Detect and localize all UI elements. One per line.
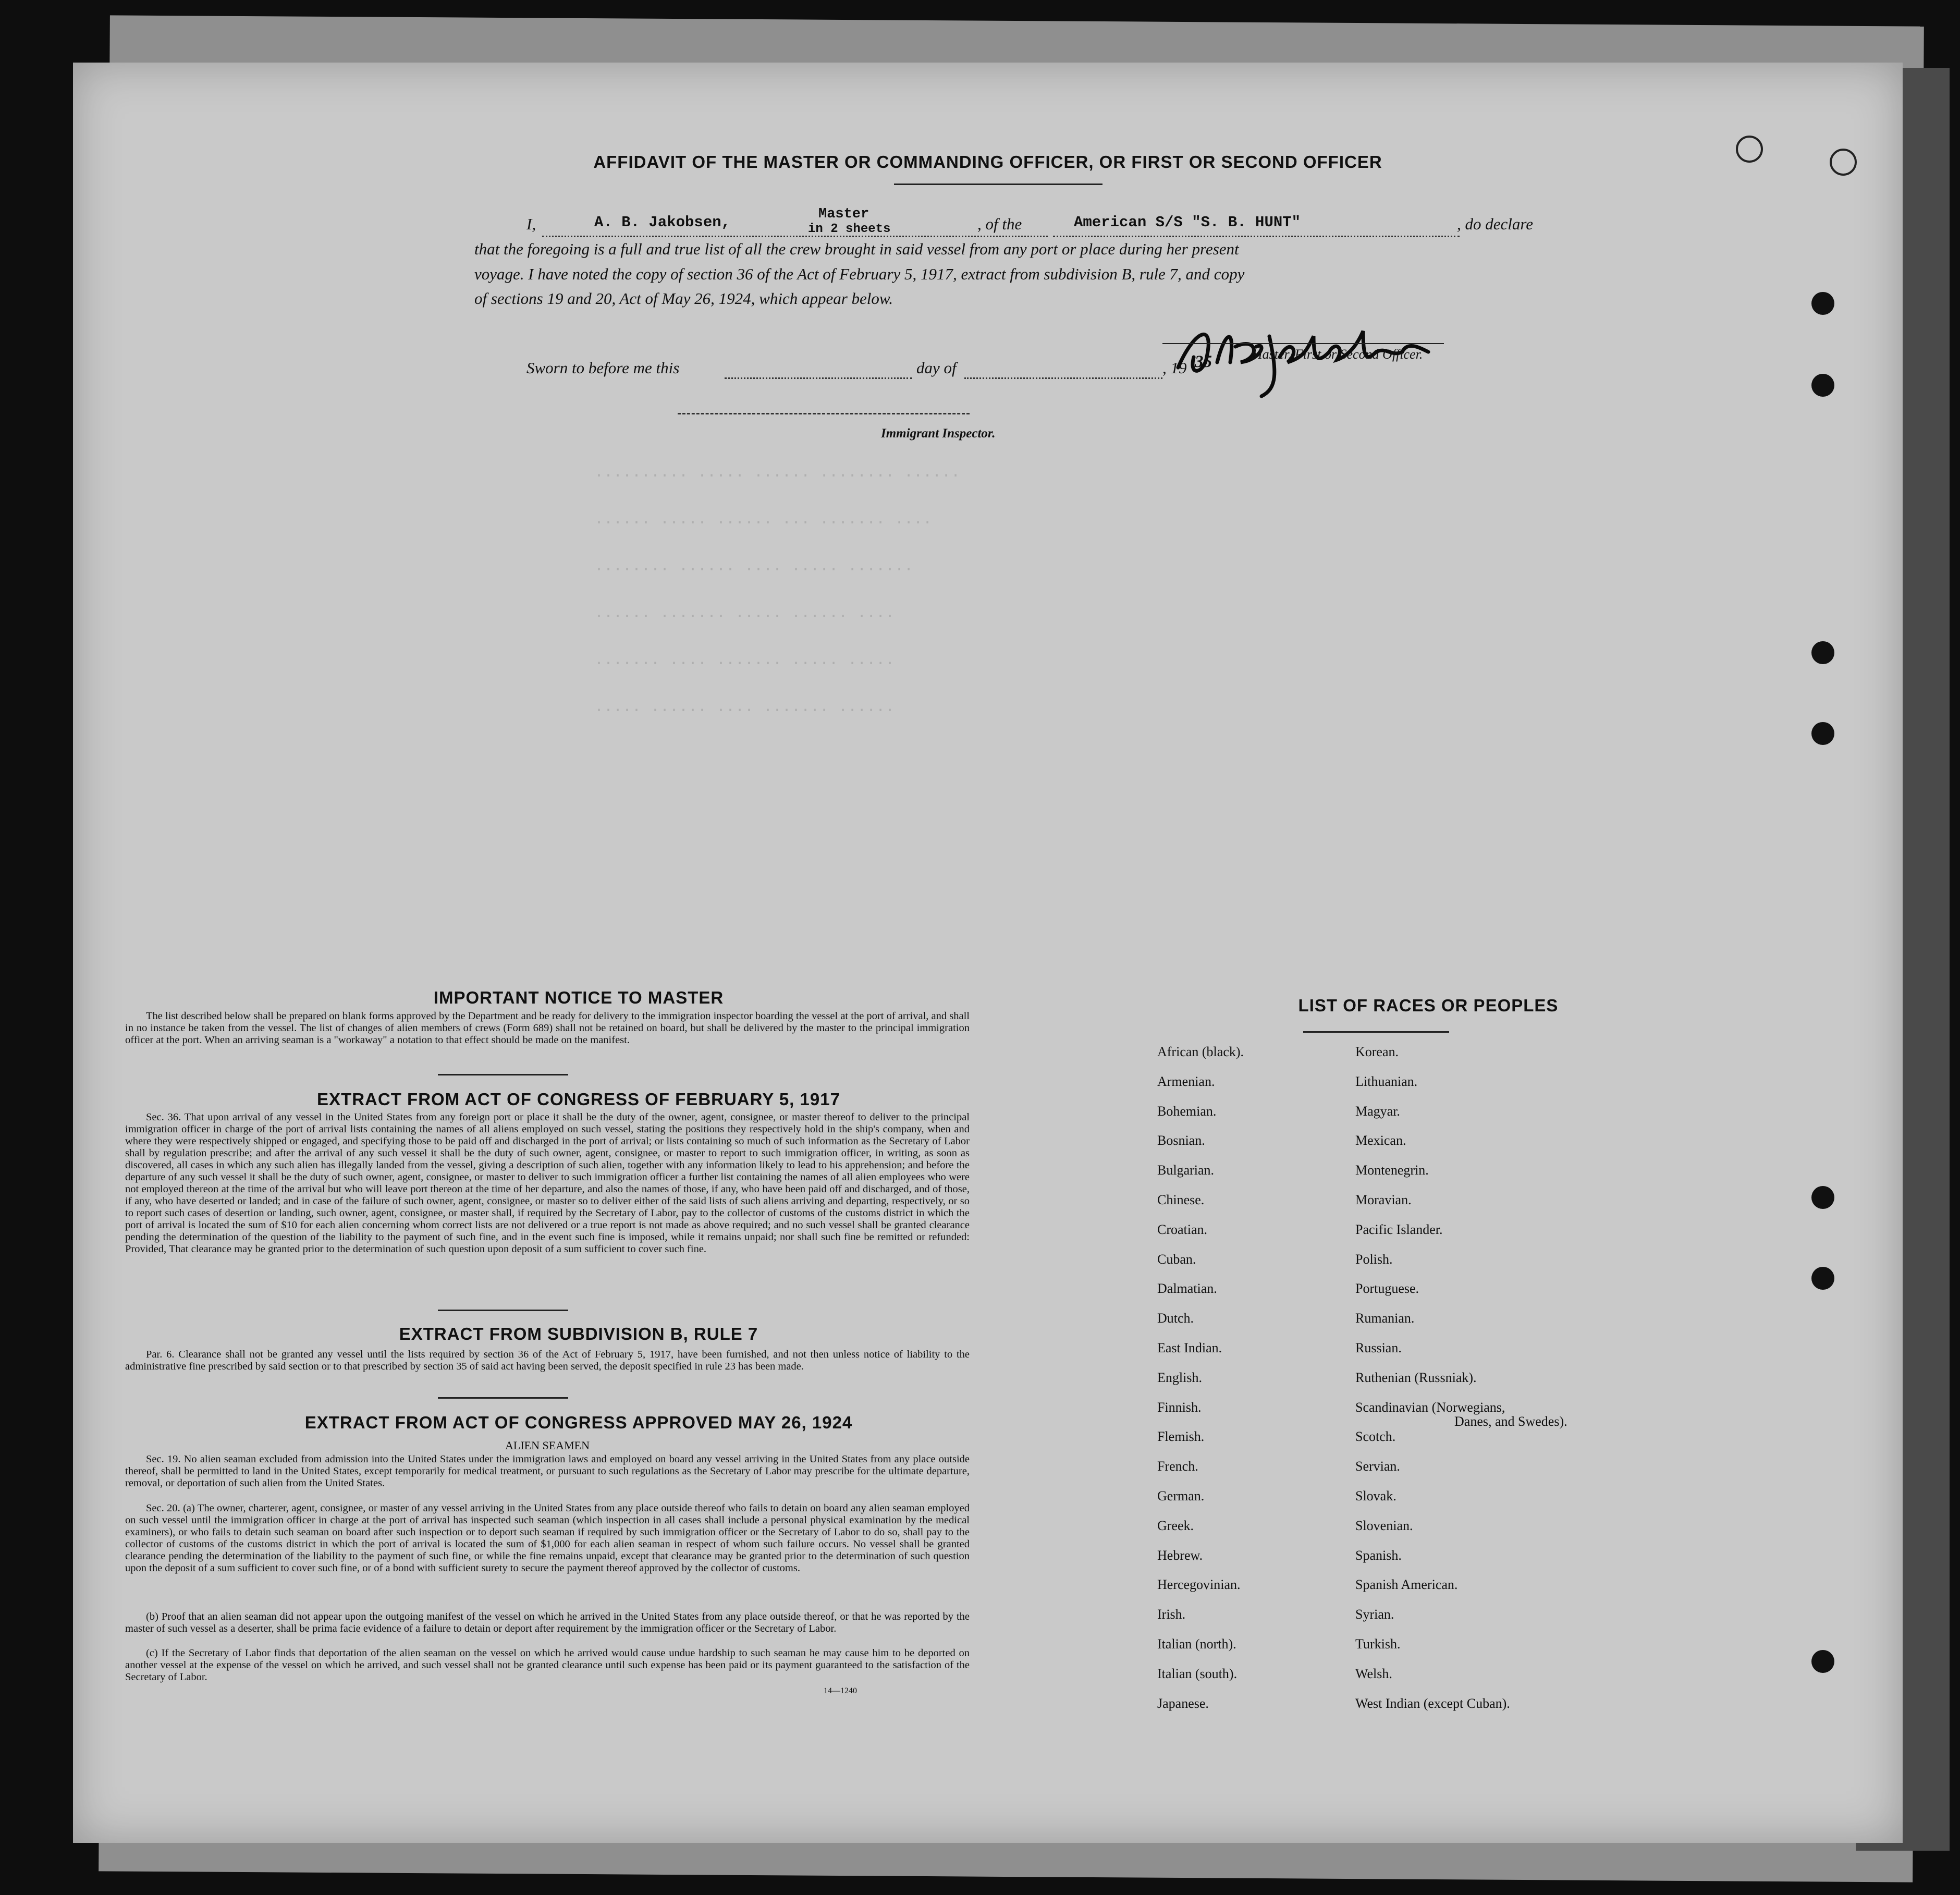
race-item: Lithuanian.	[1355, 1073, 1418, 1089]
race-item: Portuguese.	[1355, 1281, 1419, 1297]
sec-20c-text: (c) If the Secretary of Labor finds that deportation of the alien seaman on the vessel on which he arrived would cause undue hardship to such seaman he may cause him to be deported on another vessel at the expense of the vessel on which he arrived, and such vessel shall not be granted clearance until such expense has been paid or its payment guaranteed to the satisfaction of the Secretary of Labor.	[125, 1647, 970, 1683]
vessel-line	[1053, 236, 1460, 237]
title-underline	[894, 184, 1102, 185]
inspector-caption: Immigrant Inspector.	[881, 426, 996, 441]
rule-7-title: EXTRACT FROM SUBDIVISION B, RULE 7	[399, 1324, 758, 1343]
do-declare-label: , do declare	[1457, 215, 1534, 233]
punch-hole	[1811, 374, 1834, 397]
race-item: Greek.	[1157, 1518, 1194, 1533]
races-title-underline	[1303, 1031, 1449, 1033]
notice-body: The list described below shall be prepared on blank forms approved by the Department and be ready for delivery to the immigration inspector boarding the vessel at the port of arrival, and shall in no instance be taken from the vessel. The list of changes of alien members of crews (Form 689) shall not be retained on board, but shall be delivered by the master to the principal immigration officer at the port. When an arriving seaman is a "workaway" a notation to that effect should be made on the manifest.	[125, 1010, 970, 1046]
race-item: Cuban.	[1157, 1251, 1196, 1267]
race-item: Montenegrin.	[1355, 1163, 1429, 1178]
race-item: Dalmatian.	[1157, 1281, 1217, 1297]
race-item: Pacific Islander.	[1355, 1221, 1443, 1237]
race-item: Mexican.	[1355, 1133, 1406, 1148]
punch-hole	[1811, 292, 1834, 315]
master-name-line	[542, 236, 1048, 237]
extract-1917-title: EXTRACT FROM ACT OF CONGRESS OF FEBRUARY 5, 1917	[317, 1090, 840, 1109]
rule-7-body: Par. 6. Clearance shall not be granted any vessel until the lists required by section 36 of the Act of February 5, 1917, have been furnished, and not then unless notice of liability to the administrative fine prescribed by said section or to that prescribed by section 35 of said act having been served, the deposit specified in rule 23 has been made.	[125, 1349, 970, 1372]
affidavit-line-2: that the foregoing is a full and true list of all the crew brought in said vessel from any port or place during her present	[474, 240, 1239, 258]
races-title: LIST OF RACES OR PEOPLES	[1298, 996, 1559, 1015]
sec-19-text: Sec. 19. No alien seaman excluded from admission into the United States under the immigration laws and employed on board any vessel arriving in the United States from any place outside thereof, shall be permitted to land in the United States, except temporarily for medical treatment, or pursuant to such regulations as the Secretary of Labor may prescribe for the ultimate departure, removal, or deportation of such alien from the United States.	[125, 1453, 970, 1489]
race-item: Turkish.	[1355, 1636, 1401, 1652]
punch-ring	[1736, 136, 1763, 163]
race-item: Korean.	[1355, 1044, 1399, 1059]
affidavit-line-3: voyage. I have noted the copy of section 36 of the Act of February 5, 1917, extract from subdivision B, rule 7, and copy	[474, 265, 1245, 283]
race-item: Scandinavian (Norwegians,	[1355, 1399, 1505, 1415]
race-item: Italian (north).	[1157, 1636, 1236, 1652]
sec-20a-text: Sec. 20. (a) The owner, charterer, agent, consignee, or master of any vessel arriving in the United States from any place outside thereof who fails to detain on board any alien seaman employed on such vessel until the immigration officer in charge at the port of arrival has inspected such seaman (which inspection in all cases shall include a personal physical examination by the medical examiners), or who fails to detain such seaman on board after such inspection or to deport such seaman if required by such immigration officer or the Secretary of Labor to do so, shall pay to the collector of customs of the customs district in which the port of arrival is located the sum of $1,000 for each alien seaman in respect of whom such failure occurs. No vessel shall be granted clearance pending the determination of the liability to the payment of such fine, or while the fine remains unpaid, except that clearance may be granted prior to the determination of such question upon the deposit of a sum sufficient to cover such fine, or of a bond with sufficient surety to secure the payment thereof approved by the collector of customs.	[125, 1502, 970, 1574]
race-item: Dutch.	[1157, 1311, 1194, 1326]
form-number: 14—1240	[824, 1686, 857, 1695]
affidavit-title: AFFIDAVIT OF THE MASTER OR COMMANDING OFFICER, OR FIRST OR SECOND OFFICER	[593, 152, 1382, 172]
race-item: Bulgarian.	[1157, 1163, 1215, 1178]
master-rank: Master	[818, 206, 869, 222]
race-item: Japanese.	[1157, 1695, 1209, 1711]
race-item: Bosnian.	[1157, 1133, 1205, 1148]
race-item: Moravian.	[1355, 1192, 1412, 1207]
race-item: Polish.	[1355, 1251, 1393, 1267]
race-item: Welsh.	[1355, 1666, 1392, 1681]
vessel-name: American S/S "S. B. HUNT"	[1074, 214, 1301, 231]
race-item: East Indian.	[1157, 1340, 1222, 1355]
race-item: Spanish American.	[1355, 1577, 1458, 1593]
race-item: Servian.	[1355, 1459, 1400, 1474]
race-item: West Indian (except Cuban).	[1355, 1695, 1510, 1711]
race-item: German.	[1157, 1488, 1205, 1503]
race-item: Russian.	[1355, 1340, 1402, 1355]
race-item: Flemish.	[1157, 1429, 1205, 1445]
punch-hole	[1811, 722, 1834, 745]
day-of-label: day of	[916, 359, 957, 377]
rule-7-divider	[438, 1397, 568, 1399]
race-item: French.	[1157, 1459, 1198, 1474]
race-item: Slovak.	[1355, 1488, 1396, 1503]
race-item: Hebrew.	[1157, 1547, 1203, 1563]
race-item: Irish.	[1157, 1607, 1186, 1622]
punch-hole	[1811, 641, 1834, 664]
race-item: Slovenian.	[1355, 1518, 1413, 1533]
sworn-month-line	[964, 377, 1162, 379]
punch-hole	[1811, 1650, 1834, 1673]
notice-title: IMPORTANT NOTICE TO MASTER	[433, 988, 724, 1007]
affidavit-i-label: I,	[526, 215, 536, 233]
signature-line	[1162, 343, 1444, 344]
race-item: Spanish.	[1355, 1547, 1402, 1563]
document-page: .......... ..... ...... ........ ...... ...... ..... ...... ... ....... .... ........ ...... .... ..... ....... ...... ....... ..... ...... .... ....... .... ....... ..... ..... ..... ...... .... ....... ...... AFFIDAVIT OF THE MASTER OR COMMANDING OFFICER, OR FIRST OR SECOND OFFICER I, A. B. Jakobsen, Master in 2 sheets , of the American S/S "S. B. HUNT" , do declare that the foregoing is a full and true list of all the crew brought in said vessel from any port or place during her present voyage. I have noted the copy of section 36 of the Act of February 5, 1917, extract from subdivision B, rule 7, and copy of sections 19 and 20, Act of May 26, 1924, which appear below. Master, First or Second Officer. Sworn to before me this day of , 19 35 Immigrant Inspector. IMPORTANT NOTICE TO MASTER The list described below shall be prepared on blank forms approved by the Department and be ready for delivery to the immigration inspector boarding the vessel at the port of arrival, and shall in no instance be taken from the vessel. The list of changes of alien members of crews (Form 689) shall not be retained on board, but shall be delivered by the master to the principal immigration officer at the port. When an arriving seaman is a "workaway" a notation to that effect should be made on the manifest. EXTRACT FROM ACT OF CONGRESS OF FEBRUARY 5, 1917 Sec. 36. That upon arrival of any vessel in the United States from any foreign port or place it shall be the duty of the owner, agent, consignee, or master thereof to deliver to the principal immigration officer in charge of the port of arrival lists containing the names of all aliens employed on such vessel, stating the positions they respectively hold in the ship's company, when and where they were respectively shipped or engaged, and specifying those to be paid off and discharged in the port of arrival; or lists containing so much of such information as the Secretary of Labor shall by regulation prescribe; and after the arrival of any such vessel it shall be the duty of such owner, agent, consignee, or master to report to such immigration officer, in writing, as soon as discovered, all cases in which any such alien has illegally landed from the vessel, giving a description of such alien, together with any information likely to lead to his apprehension; and before the departure of any such vessel it shall be the duty of such owner, agent, consignee, or master to deliver to such immigration officer a further list containing the names of all alien employees who were not employed thereon at the time of the arrival but who will leave port thereon at the time of her departure, and also the names of those, if any, who have been paid off and discharged, and of those, if any, who have deserted or landed; and in case of the failure of such owner, agent, consignee, or master so to deliver either of the said lists of such aliens arriving and departing, respectively, or so to report such cases of desertion or landing, such owner, agent, consignee, or master shall, if required by the Secretary of Labor, pay to the collector of customs of the customs district in which the port of arrival is located the sum of $10 for each alien concerning whom correct lists are not delivered or a true report is not made as above required; and no such vessel shall be granted clearance pending the determination of the question of the liability to the payment of such fine, and in the event such fine is imposed, while it remains unpaid; nor shall such fine be remitted or refunded: Provided, That clearance may be granted prior to the determination of such question upon deposit of a sum sufficient to cover such fine. EXTRACT FROM SUBDIVISION B, RULE 7 Par. 6. Clearance shall not be granted any vessel until the lists required by section 36 of the Act of February 5, 1917, have been furnished, and not then unless notice of liability to the administrative fine prescribed by said section or to that prescribed by section 35 of said act having been served, the deposit specified in rule 23 has been made. EXTRACT FROM ACT OF CONGRESS APPROVED MAY 26, 1924 ALIEN SEAMEN Sec. 19. No alien seaman excluded from admission into the United States under the immigration laws and employed on board any vessel arriving in the United States from any place outside thereof, shall be permitted to land in the United States, except temporarily for medical treatment, or pursuant to such regulations as the Secretary of Labor may prescribe for the ultimate departure, removal, or deportation of such alien from the United States. Sec. 20. (a) The owner, charterer, agent, consignee, or master of any vessel arriving in the United States from any place outside thereof who fails to detain on board any alien seaman employed on such vessel until the immigration officer in charge at the port of arrival has inspected such seaman (which inspection in all cases shall include a personal physical examination by the medical examiners), or who fails to detain such seaman on board after such inspection or to deport such seaman if required by such immigration officer or the Secretary of Labor to do so, shall pay to the collector of customs of the customs district in which the port of arrival is located the sum of $1,000 for each alien seaman in respect of whom such failure occurs. No vessel shall be granted clearance pending the determination of the liability to the payment of such fine, or while the fine remains unpaid, except that clearance may be granted prior to the determination of such question upon the deposit of a sum sufficient to cover such fine, or of a bond with sufficient surety to secure the payment thereof approved by the collector of customs. (b) Proof that an alien seaman did not appear upon the outgoing manifest of the vessel on which he arrived in the United States from any place outside thereof, or that he was reported by the master of such vessel as a deserter, shall be prima facie evidence of a failure to detain or deport after requirement by the immigration officer or the Secretary of Labor. (c) If the Secretary of Labor finds that deportation of the alien seaman on the vessel on which he arrived would cause undue hardship to such seaman he may cause him to be deported on another vessel at the expense of the vessel on which he arrived, and such vessel shall not be granted clearance until such expense has been paid or its payment guaranteed to the satisfaction of the Secretary of Labor. 14—1240 LIST OF RACES OR PEOPLES Danes, and Swedes). African (black). Armenian. Bohemian. Bosnian. Bulgarian. Chinese. Croatian. Cuban. Dalmatian. Dutch. East Indian. English. Finnish. Flemish. French. German. Greek. Hebrew. Hercegovinian. Irish. Italian (north). Italian (south). Japanese. Korean. Lithuanian. Magyar. Mexican. Montenegrin. Moravian. Pacific Islander. Polish. Portuguese. Rumanian. Russian. Ruthenian (Russniak). Scandinavian (Norwegians, Scotch. Servian. Slovak. Slovenian. Spanish. Spanish American. Syrian. Turkish. Welsh. West Indian (except Cuban).	[73, 63, 1903, 1843]
sheets-count: in 2 sheets	[808, 222, 891, 236]
sec-20b-text: (b) Proof that an alien seaman did not appear upon the outgoing manifest of the vessel on which he arrived in the United States from any place outside thereof, or that he was reported by the master of such vessel as a deserter, shall be prima facie evidence of a failure to detain or deport after requirement by the immigration officer or the Secretary of Labor.	[125, 1611, 970, 1634]
punch-hole	[1811, 1186, 1834, 1209]
race-item: Armenian.	[1157, 1073, 1215, 1089]
race-item: Rumanian.	[1355, 1311, 1415, 1326]
race-item: Hercegovinian.	[1157, 1577, 1241, 1593]
race-item: Croatian.	[1157, 1221, 1208, 1237]
master-name: A. B. Jakobsen,	[594, 214, 731, 231]
race-item: Syrian.	[1355, 1607, 1394, 1622]
affidavit-line-4: of sections 19 and 20, Act of May 26, 1924, which appear below.	[474, 289, 893, 308]
year-suffix: 35	[1195, 352, 1212, 371]
sworn-label: Sworn to before me this	[526, 359, 680, 377]
race-item: African (black).	[1157, 1044, 1244, 1059]
inspector-line	[678, 413, 970, 414]
race-item: Italian (south).	[1157, 1666, 1238, 1681]
race-item: Bohemian.	[1157, 1103, 1217, 1119]
race-item: English.	[1157, 1370, 1202, 1385]
race-item: Magyar.	[1355, 1103, 1400, 1119]
year-prefix: , 19	[1162, 359, 1187, 377]
extract-1917-body: Sec. 36. That upon arrival of any vessel in the United States from any foreign port or place it shall be the duty of the owner, agent, consignee, or master thereof to deliver to the principal immigration officer in charge of the port of arrival lists containing the names of all aliens employed on such vessel, stating the positions they respectively hold in the ship's company, when and where they were respectively shipped or engaged, and specifying those to be paid off and discharged in the port of arrival; or lists containing so much of such information as the Secretary of Labor shall by regulation prescribe; and after the arrival of any such vessel it shall be the duty of such owner, agent, consignee, or master to report to such immigration officer, in writing, as soon as discovered, all cases in which any such alien has illegally landed from the vessel, giving a description of such alien, together with any information likely to lead to his apprehension; and before the departure of any such vessel it shall be the duty of such owner, agent, consignee, or master to deliver to such immigration officer a further list containing the names of all alien employees who were not employed thereon at the time of the arrival but who will leave port thereon at the time of her departure, and also the names of those, if any, who have been paid off and discharged, and of those, if any, who have deserted or landed; and in case of the failure of such owner, agent, consignee, or master so to deliver either of the said lists of such aliens arriving and departing, respectively, or so to report such cases of desertion or landing, such owner, agent, consignee, or master shall, if required by the Secretary of Labor, pay to the collector of customs of the customs district in which the port of arrival is located the sum of $10 for each alien concerning whom correct lists are not delivered or a true report is not made as above required; and no such vessel shall be granted clearance pending the determination of the question of the liability to the payment of such fine, and in the event such fine is imposed, while it remains unpaid; nor shall such fine be remitted or refunded: Provided, That clearance may be granted prior to the determination of such question upon deposit of a sum sufficient to cover such fine.	[125, 1111, 970, 1255]
race-item: Scotch.	[1355, 1429, 1396, 1445]
punch-hole	[1811, 1267, 1834, 1290]
alien-seamen-subtitle: ALIEN SEAMEN	[505, 1439, 590, 1452]
race-item: Ruthenian (Russniak).	[1355, 1370, 1477, 1385]
of-the-label: , of the	[977, 215, 1022, 233]
notice-divider	[438, 1074, 568, 1075]
sworn-day-line	[725, 377, 912, 379]
race-item: Finnish.	[1157, 1399, 1202, 1415]
race-scandinavian-continued: Danes, and Swedes).	[1454, 1414, 1567, 1429]
race-item: Chinese.	[1157, 1192, 1205, 1207]
extract-1924-title: EXTRACT FROM ACT OF CONGRESS APPROVED MAY 26, 1924	[304, 1413, 853, 1432]
punch-ring	[1830, 149, 1857, 176]
extract-1917-divider	[438, 1310, 568, 1311]
signature-caption: Master, First or Second Officer.	[1251, 347, 1423, 362]
